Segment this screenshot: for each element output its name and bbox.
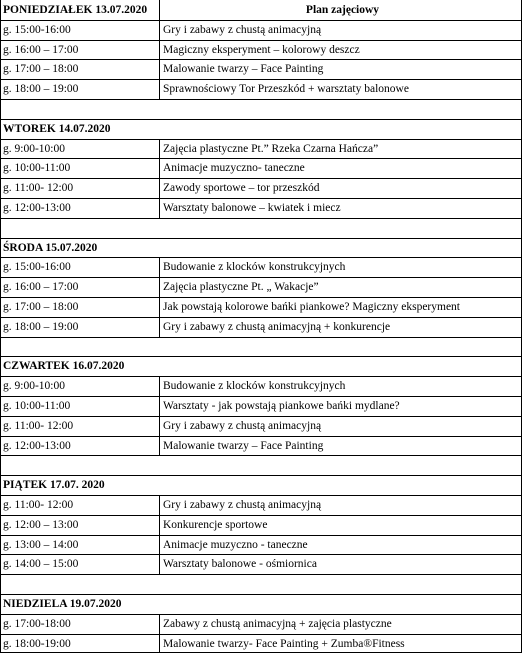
schedule-row [0,297,525,317]
row-rule [0,376,522,377]
activity-cell: Animacje muzyczno - taneczne [163,538,308,551]
schedule-row [0,535,525,555]
time-cell: g. 17:00 – 18:00 [3,301,79,313]
schedule-row [0,79,525,99]
row-rule [0,396,522,397]
time-cell: g. 18:00-19:00 [3,637,71,650]
day-title: WTOREK 14.07.2020 [3,122,111,135]
day-title: CZWARTEK 16.07.2020 [3,360,125,373]
activity-cell: Malowanie twarzy – Face Painting [163,439,324,452]
time-cell: g. 10:00-11:00 [3,400,71,412]
time-cell: g. 11:00- 12:00 [3,419,74,432]
schedule-row [0,495,525,515]
row-rule [0,614,522,615]
column-rule [0,0,1,653]
row-rule [0,158,522,159]
day-title: ŚRODA 15.07.2020 [3,241,98,254]
schedule-row [0,139,525,159]
time-cell: g. 12:00-13:00 [3,202,71,214]
row-rule [0,198,522,199]
schedule-row [0,317,525,337]
row-rule [0,99,522,100]
time-cell: g. 9:00-10:00 [3,380,65,393]
row-rule [0,594,522,595]
schedule-row [0,178,525,198]
row-rule [0,317,522,318]
activity-cell: Gry i zabawy z chustą animacyjną [163,23,322,36]
row-rule [0,119,522,120]
schedule-row [0,554,525,574]
row-rule [0,297,522,298]
activity-cell: Malowanie twarzy – Face Painting [163,63,324,76]
schedule-row [0,277,525,297]
column-rule [159,139,160,218]
activity-cell: Konkurencje sportowe [163,518,268,531]
time-cell: g. 18:00 – 19:00 [3,320,79,333]
schedule-row [0,515,525,535]
row-rule [0,40,522,41]
column-rule [159,0,160,99]
row-rule [0,554,522,555]
day-title: PONIEDZIAŁEK 13.07.2020 [3,4,148,16]
column-rule [159,376,160,455]
row-rule [0,238,522,239]
schedule-row [0,59,525,79]
activity-cell: Zabawy z chustą animacyjną + zajęcia plastyczne [163,617,392,630]
schedule-row [0,20,525,40]
time-cell: g. 15:00-16:00 [3,261,71,274]
schedule-row [0,436,525,456]
activity-cell: Gry i zabawy z chustą animacyjną [163,419,322,432]
row-rule [0,535,522,536]
row-rule [0,59,522,60]
day-title-row [0,475,525,495]
column-rule [159,614,160,653]
time-cell: g. 11:00- 12:00 [3,499,74,511]
time-cell: g. 18:00 – 19:00 [3,83,79,96]
activity-cell: Budowanie z klocków konstrukcyjnych [163,261,346,274]
row-rule [0,356,522,357]
day-title: NIEDZIELA 19.07.2020 [3,598,122,610]
row-rule [0,634,522,635]
activity-cell: Jak powstają kolorowe bańki piankowe? Magiczny eksperyment [163,301,460,313]
schedule-row [0,40,525,60]
row-rule [0,218,522,219]
activity-cell: Sprawnościowy Tor Przeszkód + warsztaty balonowe [163,83,409,96]
column-rule [159,257,160,336]
row-rule [0,455,522,456]
time-cell: g. 12:00-13:00 [3,439,71,452]
schedule-row [0,416,525,436]
activity-cell: Warsztaty balonowe – kwiatek i miecz [163,202,341,214]
activity-cell: Gry i zabawy z chustą animacyjną [163,499,322,511]
day-title-row [0,356,525,376]
row-rule [0,574,522,575]
activity-cell: Zajęcia plastyczne Pt.” Rzeka Czarna Hańcza” [163,142,379,155]
row-rule [0,178,522,179]
row-rule [0,257,522,258]
schedule-row [0,396,525,416]
time-cell: g. 11:00- 12:00 [3,182,74,195]
time-cell: g. 16:00 – 17:00 [3,281,79,294]
row-rule [0,495,522,496]
time-cell: g. 9:00-10:00 [3,142,65,155]
day-title-row [0,594,525,614]
header-row [0,0,525,20]
time-cell: g. 16:00 – 17:00 [3,43,79,56]
row-rule [0,337,522,338]
day-title-row [0,119,525,139]
activity-cell: Magiczny eksperyment – kolorowy deszcz [163,43,360,56]
schedule-row [0,634,525,654]
row-rule [0,436,522,437]
row-rule [0,515,522,516]
time-cell: g. 10:00-11:00 [3,162,71,175]
schedule-row [0,614,525,634]
row-rule [0,20,522,21]
time-cell: g. 14:00 – 15:00 [3,558,79,571]
day-title-row [0,238,525,258]
activity-cell: Gry i zabawy z chustą animacyjną + konkurencje [163,320,391,333]
activity-cell: Budowanie z klocków konstrukcyjnych [163,380,346,393]
activity-cell: Warsztaty - jak powstają piankowe bańki mydlane? [163,400,400,412]
activity-cell: Zawody sportowe – tor przeszkód [163,182,320,195]
row-rule [0,277,522,278]
activity-cell: Malowanie twarzy- Face Painting + Zumba®Fitness [163,637,405,650]
row-rule [0,139,522,140]
schedule-row [0,376,525,396]
time-cell: g. 15:00-16:00 [3,23,71,36]
time-cell: g. 13:00 – 14:00 [3,538,79,551]
activity-cell: Warsztaty balonowe - ośmiornica [163,558,317,571]
time-cell: g. 17:00-18:00 [3,617,71,630]
time-cell: g. 12:00 – 13:00 [3,518,79,531]
schedule-row [0,257,525,277]
activity-cell: Animacje muzyczno- taneczne [163,162,305,175]
activity-cell: Zajęcia plastyczne Pt. „ Wakacje” [163,281,319,294]
column-rule [159,495,160,574]
column-rule [521,0,522,653]
row-rule [0,416,522,417]
activity-cell: Plan zajęciowy [305,4,380,16]
day-title: PIĄTEK 17.07. 2020 [3,479,105,492]
schedule-row [0,198,525,218]
row-rule [0,79,522,80]
row-rule [0,475,522,476]
schedule-row [0,158,525,178]
time-cell: g. 17:00 – 18:00 [3,63,79,76]
